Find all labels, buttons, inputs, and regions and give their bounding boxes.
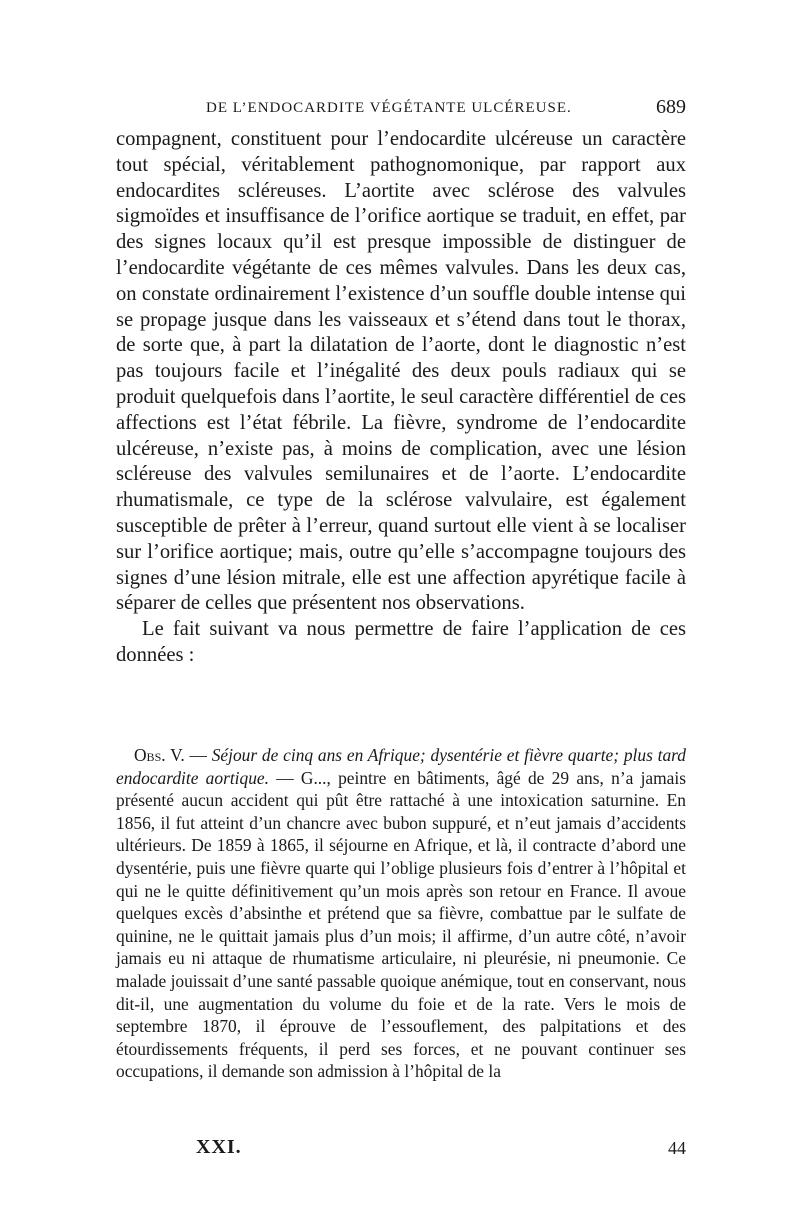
paragraph-intro: Le fait suivant va nous permettre de faire l’application de ces données : [116,618,686,666]
observation-title: Séjour de cinq ans en Afrique; dysentérie et fièvre quarte; plus tard endocardite aortique. [116,745,686,788]
signature-mark: XXI. [196,1136,242,1158]
page-footer [116,1136,686,1166]
observation-label: Obs. V. [134,745,185,765]
body-text [116,127,686,669]
observation-block [116,744,686,1083]
running-head [116,96,686,126]
running-title: DE L’ENDOCARDITE VÉGÉTANTE ULCÉREUSE. [206,100,572,116]
sheet-number: 44 [668,1138,686,1158]
page-number: 689 [656,96,686,118]
paragraph-continuation: compagnent, constituent pour l’endocardite ulcéreuse un caractère tout spécial, véritablement pathognomonique, par rapport aux endocardites scléreuses. L’aortite avec sclérose des valvules sigmoïdes et insuffisance de l’orifice aortique se traduit, en effet, par des signes locaux qu’il est presque impossible de distinguer de l’endocardite végétante de ces mêmes valvules. Dans les deux cas, on constate ordinairement l’existence d’un souffle double intense qui se propage jusque dans les vaisseaux et s’étend dans tout le thorax, de sorte que, à part la dilatation de l’aorte, dont le diagnostic n’est pas toujours facile et l’inégalité des deux pouls radiaux qui se produit quelquefois dans l’aortite, le seul caractère différentiel de ces affections est l’état fébrile. La fièvre, syndrome de l’endocardite ulcéreuse, n’existe pas, à moins de complication, avec une lésion scléreuse des valvules semilunaires et de l’aorte. L’endocardite rhumatismale, ce type de la sclérose valvulaire, est également susceptible de prêter à l’erreur, quand surtout elle vient à se localiser sur l’orifice aortique; mais, outre qu’elle s’accompagne toujours des signes d’une lésion mitrale, elle est une affection apyrétique facile à séparer de celles que présentent nos observations. [116,128,686,615]
observation-dash: — [184,745,212,765]
observation-paragraph [116,744,686,1083]
observation-text: — G..., peintre en bâtiments, âgé de 29 ans, n’a jamais présenté aucun accident qui pût être rattaché à une intoxication saturnine. En 1856, il fut atteint d’un chancre avec bubon suppuré, et n’eut jamais d’accidents ultérieurs. De 1859 à 1865, il séjourne en Afrique, et là, il contracte d’abord une dysentérie, puis une fièvre quarte qui l’oblige plusieurs fois d’entrer à l’hôpital et qui ne le quitte définitivement qu’un mois après son retour en France. Il avoue quelques excès d’absinthe et prétend que sa fièvre, combattue par le sulfate de quinine, ne le quittait jamais plus d’un mois; il affirme, d’un autre côté, n’avoir jamais eu ni attaque de rhumatisme articulaire, ni pleurésie, ni pneumonie. Ce malade jouissait d’une santé passable quoique anémique, tout en conservant, nous dit-il, une augmentation du volume du foie et de la rate. Vers le mois de septembre 1870, il éprouve de l’essouflement, des palpitations et des étourdissements fréquents, il perd ses forces, et ne pouvant continuer ses occupations, il demande son admission à l’hôpital de la [116,767,686,1082]
